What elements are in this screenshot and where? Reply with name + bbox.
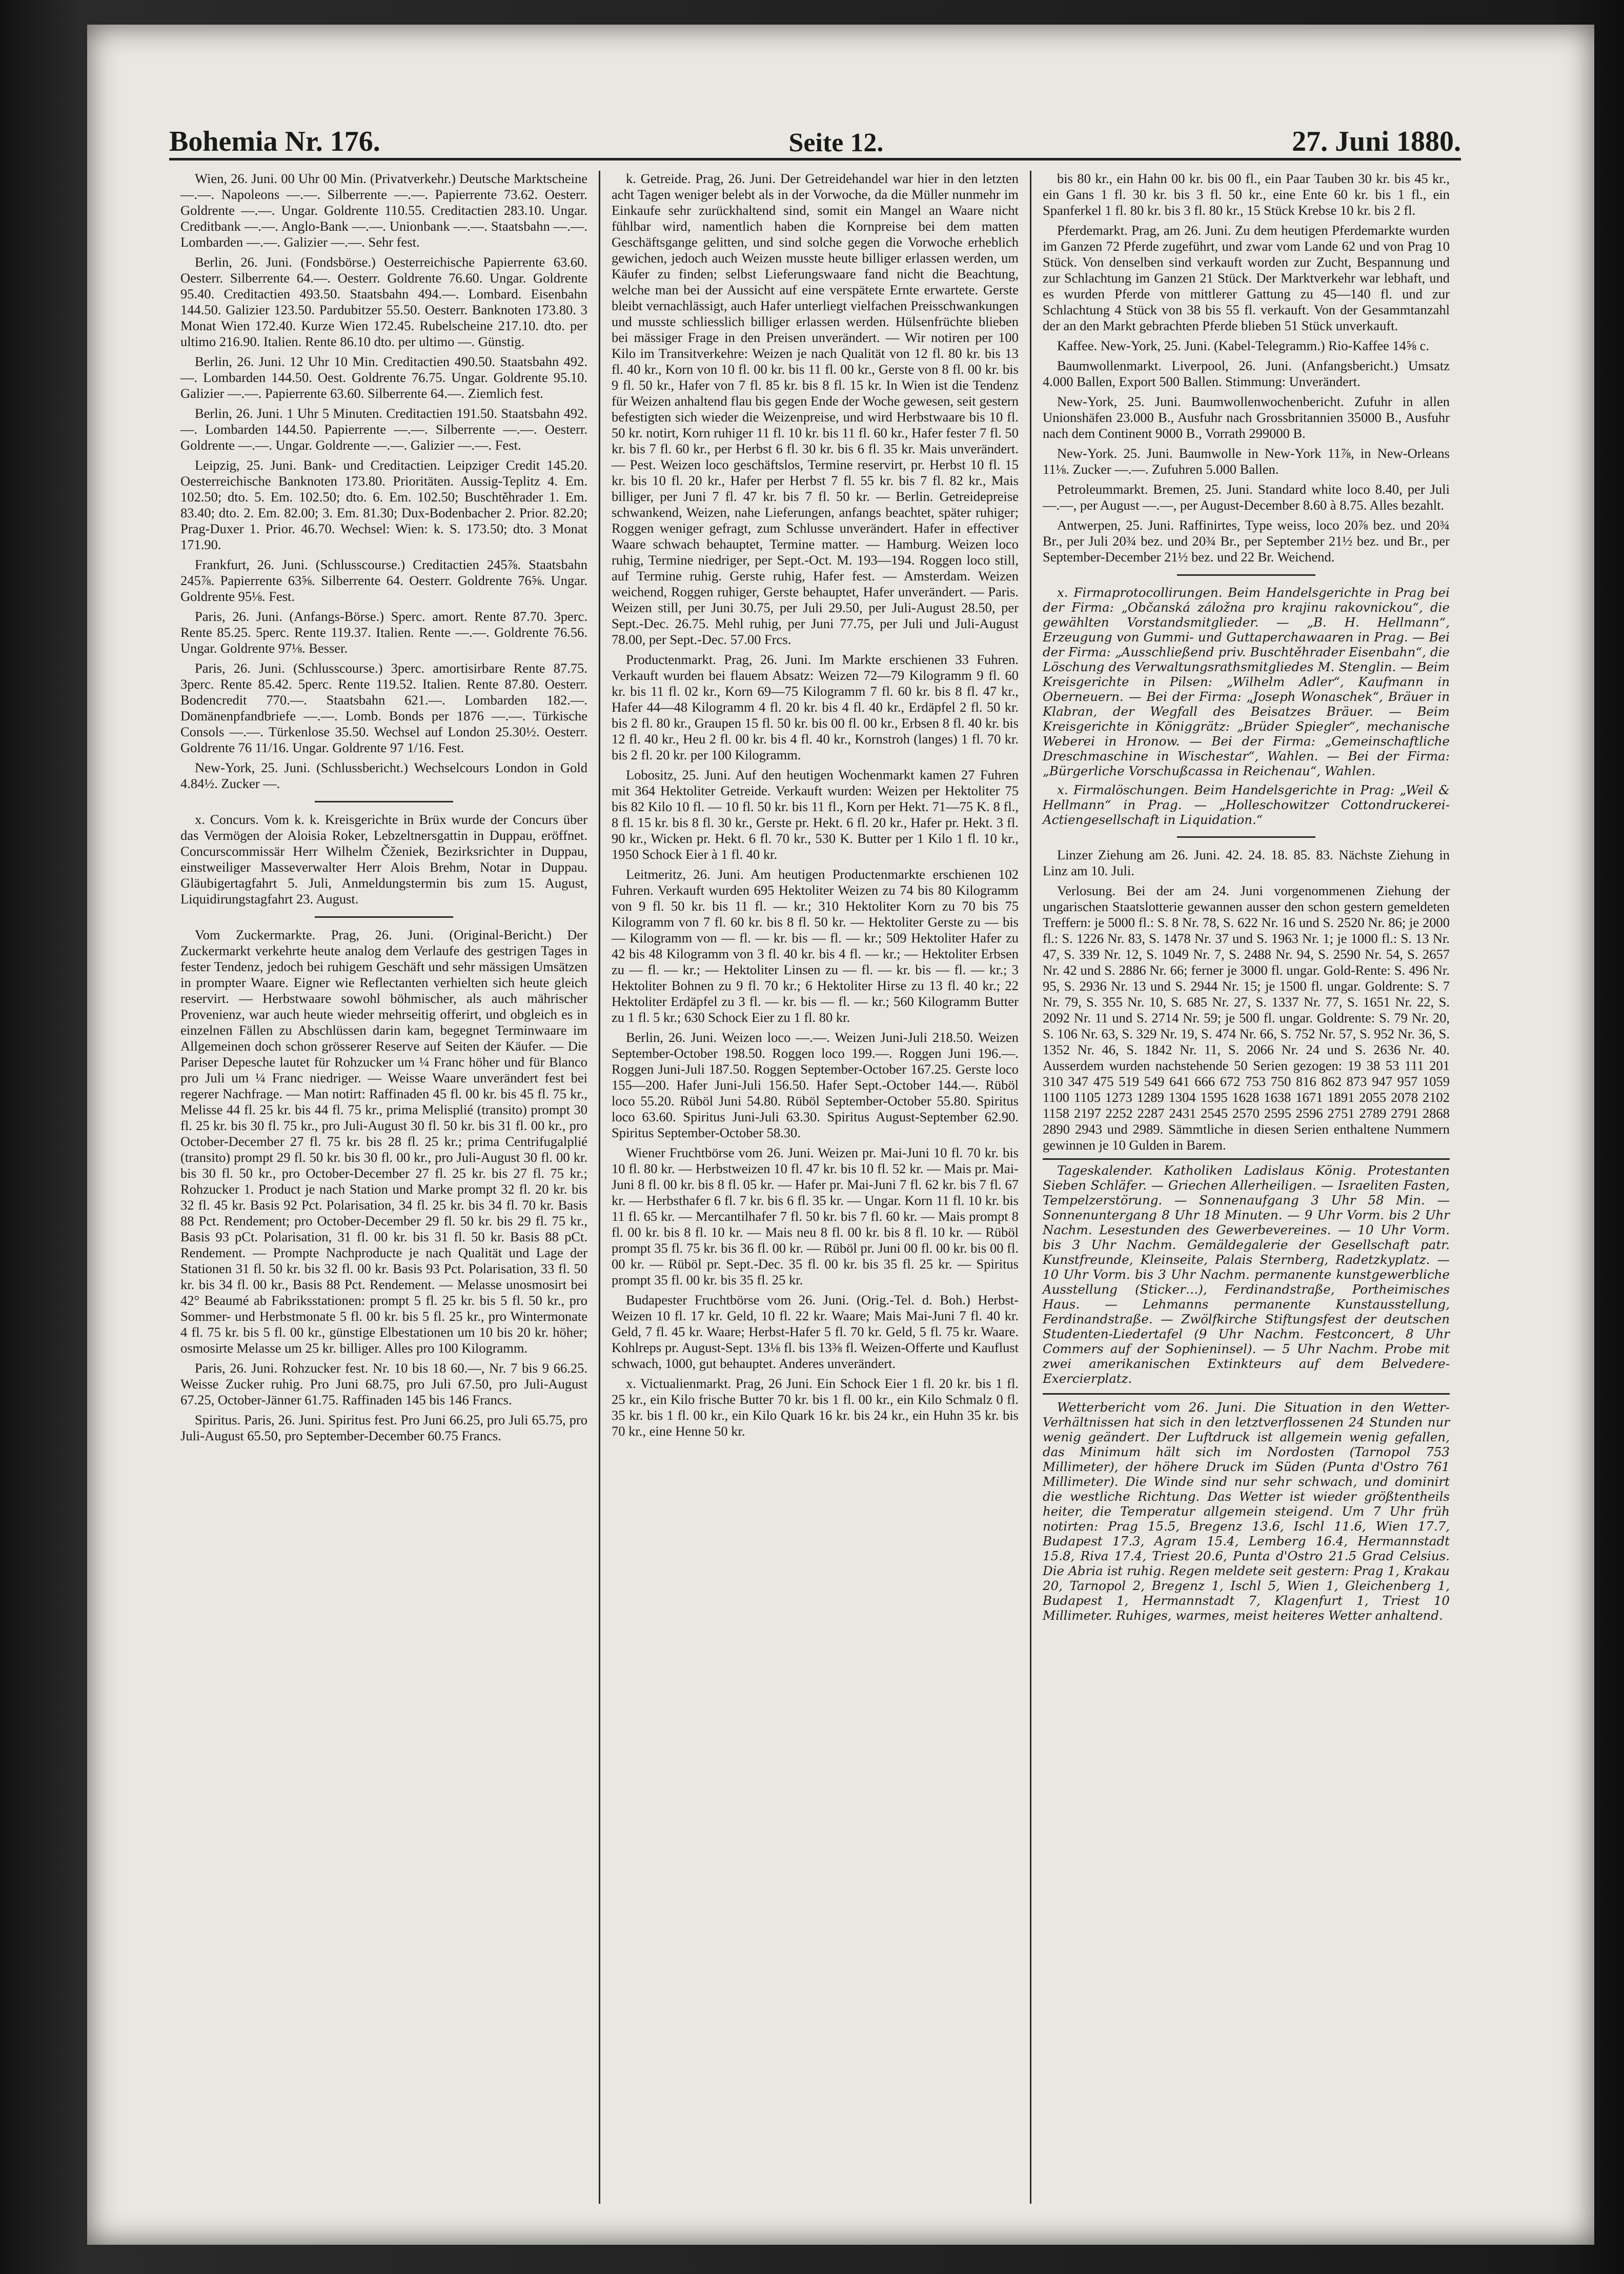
article-frankfurt: Frankfurt, 26. Juni. (Schlusscourse.) Creditactien 245⅞. Staatsbahn 245⅞. Papierrente 63⅝. Silberrente 64. Oesterr. Goldrente 76⅝. Ungar. Goldrente 95⅛. Fest. — [180, 557, 587, 604]
article-tageskalender: Tageskalender. Katholiken Ladislaus König. Protestanten Sieben Schläfer. — Griechen Allerheiligen. — Israeliten Fasten, Tempelzerstörung. — Sonnenaufgang 3 Uhr 58 Min. — Sonnenuntergang 8 Uhr 18 Minuten. — 9 Uhr Vorm. bis 2 Uhr Nachm. Lesestunden des Gewerbevereines. — 10 Uhr Vorm. bis 3 Uhr Nachm. Gemäldegalerie der Gesellschaft patr. Kunstfreunde, Kleinseite, Palais Sternberg, Radetzkyplatz. — 10 Uhr Vorm. bis 3 Uhr Nachm. permanente kunstgewerbliche Ausstellung (Sticker…), Ferdinandstraße, Portheimisches Haus. — Lehmanns permanente Kunstausstellung, Ferdinandstraße. — Zwölfkirche Stiftungsfest der deutschen Studenten-Liedertafel (9 Uhr Nachm. Festconcert, 8 Uhr Commers auf der Sophieninsel). — 5 Uhr Nachm. Probe mit zwei amerikanischen Extinkteurs auf dem Belvedere-Exercierplatz. — [1043, 1163, 1450, 1386]
article-paris-rohzucker: Paris, 26. Juni. Rohzucker fest. Nr. 10 bis 18 60.—, Nr. 7 bis 9 66.25. Weisse Zucker ruhig. Pro Juni 68.75, pro Juli 67.50, pro Juli-August 67.25, October-Jänner 61.75. Raffinaden 145 bis 146 Francs. — [180, 1360, 587, 1407]
article-new-york: New-York, 25. Juni. (Schlussbericht.) Wechselcours London in Gold 4.84½. Zucker —. — [180, 760, 587, 791]
article-petroleum-antwerpen: Antwerpen, 25. Juni. Raffinirtes, Type weiss, loco 20⅞ bez. und 20¾ Br., per Juli 20¾ bez. und 20¾ Br., per September 21½ bez. und Br., per September-December 21½ bez. und 22 Br. Weichend. — [1043, 517, 1450, 565]
article-firmaprotocollirungen: x. Firmaprotocollirungen. Beim Handelsgerichte in Prag bei der Firma: „Občanská záložna pro krajinu rakovnickou“, die gewählten Vorstandsmitglieder. — „B. H. Hellmann“, Erzeugung von Gummi- und Guttaperchawaaren in Prag. — Bei der Firma: „Ausschließend priv. Buschtěhrader Eisenbahn“, die Löschung des Verwaltungsrathsmitgliedes M. Stenglin. — Beim Kreisgerichte in Pilsen: „Wilhelm Adler“, Kaufmann in Oberneuern. — Bei der Firma: „Joseph Wonaschek“, Bräuer in Klabran, der Wegfall des Beisatzes Bräuer. — Beim Kreisgerichte in Königgrätz: „Brüder Spiegler“, mechanische Weberei in Hronow. — Bei der Firma: „Gemeinschaftliche Dreschmaschine in Wischestar“, Wahlen. — Bei der Firma: „Bürgerliche Vorschußcassa in Reichenau“, Wahlen. — [1043, 585, 1450, 778]
firm-notices — [1043, 585, 1450, 827]
tageskalender-box — [1043, 1158, 1450, 1395]
wetterbericht-box — [1043, 1400, 1450, 1623]
article-zuckermarkt: Vom Zuckermarkte. Prag, 26. Juni. (Original-Bericht.) Der Zuckermarkt verkehrte heute analog dem Verlaufe des gestrigen Tages in fester Tendenz, jedoch bei ruhigem Geschäft und sehr mässigen Umsätzen in prompter Waare. Eigner wie Reflectanten verhielten sich heute gleich reservirt. — Herbstwaare sowohl böhmischer, als auch mährischer Provenienz, war auch heute wieder mehrseitig offerirt, und obgleich es in einzelnen Fällen zu Abschlüssen darin kam, begegnet Terminwaare im Allgemeinen doch schon grösserer Reserve auf Seiten der Käufer. — Die Pariser Depesche lautet für Rohzucker um ¼ Franc höher und für Blanco pro Juli um ¼ Franc niedriger. — Weisse Waare unverändert fest bei regerer Nachfrage. — Man notirt: Raffinaden 45 fl. 00 kr. bis 45 fl. 75 kr., Melisse 44 fl. 25 kr. bis 44 fl. 75 kr., prima Melisplié (transito) prompt 30 fl. 25 kr. bis 30 fl. 75 kr., pro Juli-August 30 fl. 50 kr. bis 31 fl. 00 kr., pro October-December 27 fl. 75 kr. bis 28 fl. 25 kr.; prima Centrifugalplié (transito) prompt 29 fl. 50 kr. bis 30 fl. 00 kr., pro Juli-August 30 fl. 00 kr. bis 30 fl. 50 kr., pro October-December 27 fl. 25 kr. bis 27 fl. 75 kr.; Rohzucker 1. Product je nach Station und Marke prompt 32 fl. 20 kr. bis 32 fl. 45 kr. Basis 92 Pct. Polarisation, 34 fl. 25 kr. bis 34 fl. 70 kr. Basis 88 Pct. Rendement; pro October-December 29 fl. 50 kr. bis 29 fl. 75 kr., Basis 93 pCt. Polarisation, 31 fl. 00 kr. bis 31 fl. 50 kr. Basis 88 pCt. Rendement. — Prompte Nachproducte je nach Qualität und Lage der Stationen 31 fl. 50 kr. bis 32 fl. 00 kr. Basis 93 Pct. Polarisation, 33 fl. 50 kr. bis 34 fl. 00 kr., Basis 88 Pct. Rendement. — Melasse unosmosirt bei 42° Beaumé ab Fabriksstationen: prompt 5 fl. 25 kr. bis 5 fl. 50 kr., pro Sommer- und Herbstmonate 5 fl. 00 kr. bis 5 fl. 25 kr., pro Wintermonate 4 fl. 75 kr. bis 5 fl. 00 kr., günstige Elbestationen um 10 bis 20 kr. höher; osmosirte Melasse um 25 kr. billiger. Alles pro 100 Kilogramm. — [180, 927, 587, 1356]
section-divider — [1177, 836, 1315, 838]
section-divider — [315, 801, 453, 802]
article-berlin-getreide: Berlin, 26. Juni. Weizen loco —.—. Weizen Juni-Juli 218.50. Weizen September-October 198.50. Roggen loco 199.—. Roggen Juni 196.—. Roggen Juni-Juli 187.50. Roggen September-October 167.25. Gerste loco 155—200. Hafer Juni-Juli 156.50. Hafer Sept.-October 144.—. Rüböl loco 55.20. Rüböl Juni 54.80. Rüböl September-October 55.80. Spiritus loco 63.60. Spiritus Juni-Juli 63.30. Spiritus August-September 62.90. Spiritus September-October 58.30. — [612, 1030, 1019, 1140]
article-leitmeritz: Leitmeritz, 26. Juni. Am heutigen Productenmarkte erschienen 102 Fuhren. Verkauft wurden 695 Hektoliter Weizen zu 74 bis 80 Kilogramm von 9 fl. 50 kr. bis 11 fl. — kr.; 310 Hektoliter Korn zu 70 bis 75 Kilogramm von 7 fl. 60 kr. bis 8 fl. 50 kr. — Hektoliter Gerste zu — bis — Kilogramm von — fl. — kr. bis — fl. — kr.; 509 Hektoliter Hafer zu 42 bis 48 Kilogramm von 3 fl. 40 kr. bis 4 fl. — kr.; — Hektoliter Erbsen zu — fl. — kr.; — Hektoliter Linsen zu — fl. — kr. bis — fl. — kr.; 3 Hektoliter Bohnen zu 9 fl. 70 kr.; 6 Hektoliter Hirse zu 13 fl. 40 kr.; 22 Hektoliter Erdäpfel zu 3 fl. — kr. bis — fl. — kr.; 560 Kilogramm Butter zu 1 fl. 5 kr.; 630 Schock Eier zu 1 fl. 80 kr. — [612, 867, 1019, 1025]
article-berlin-105: Berlin, 26. Juni. 1 Uhr 5 Minuten. Creditactien 191.50. Staatsbahn 492.—. Lombarden 144.50. Papierrente —.—. Silberrente —.—. Oesterr. Goldrente —.—. Ungar. Goldrente —.—. Galizier —.—. Fest. — [180, 406, 587, 453]
section-divider — [1177, 574, 1315, 576]
article-baumwolle-newyork: New-York, 25. Juni. Baumwollenwochenbericht. Zufuhr in allen Unionshäfen 23.000 B., Ausfuhr nach Grossbritannien 35000 B., Ausfuhr nach dem Continent 9000 B., Vorrath 299000 B. — [1043, 394, 1450, 441]
column-3 — [1030, 171, 1461, 2204]
article-petroleum-bremen: Petroleummarkt. Bremen, 25. Juni. Standard white loco 8.40, per Juli —.—, per August —.—, per August-December 8.60 à 8.75. Alles bezahlt. — [1043, 481, 1450, 513]
article-concurs: x. Concurs. Vom k. k. Kreisgerichte in Brüx wurde der Concurs über das Vermögen der Aloisia Roker, Lebzeltnersgattin in Duppau, eröffnet. Concurscommissär Herr Wilhelm Čženiek, Bezirksrichter in Duppau, einstweiliger Masseverwalter Herr Alois Brehm, Notar in Duppau. Gläubigertagfahrt 5. Juli, Anmeldungstermin bis zum 15. August, Liquidirungstagfahrt 23. August. — [180, 812, 587, 907]
article-getreide: k. Getreide. Prag, 26. Juni. Der Getreidehandel war hier in den letzten acht Tagen weniger belebt als in der Vorwoche, da die Müller nunmehr im Einkaufe sehr zurückhaltend sind, somit ein Mangel an Waare nicht fühlbar wird, namentlich haben die Kornpreise bei dem matten Geschäftsgange gelitten, und sind solche gegen die Vorwoche erheblich gewichen, jedoch auch Weizen musste heute billiger erlassen werden, um Käufer zu finden; selbst Lieferungswaare fand nicht die Beachtung, welche man bei der Aussicht auf eine verspätete Ernte erwartete. Gerste bleibt vernachlässigt, auch Hafer unterliegt vielfachen Preisschwankungen und musste schliesslich billiger erlassen werden. Hülsenfrüchte blieben bei mässiger Frage in den Preisen unverändert. — Wir notiren per 100 Kilo im Transitverkehre: Weizen je nach Qualität von 12 fl. 80 kr. bis 13 fl. 40 kr., Korn von 10 fl. 00 kr. bis 11 fl. 00 kr., Gerste von 8 fl. 00 kr. bis 9 fl. 50 kr., Hafer von 7 fl. 85 kr. bis 8 fl. 15 kr. In Wien ist die Tendenz für Weizen anhaltend flau bis gegen Ende der Woche gewesen, seit gestern befestigten sich wieder die Weizenpreise, und wird Herbstwaare bis 10 fl. 50 kr. notirt, Korn ruhiger 11 fl. 10 kr. bis 11 fl. 60 kr., Hafer fester 7 fl. 50 kr. bis 7 fl. 60 kr., per Herbst 6 fl. 30 kr. bis 6 fl. 35 kr. Mais unverändert. — Pest. Weizen loco geschäftslos, Termine reservirt, pr. Herbst 10 fl. 15 kr. bis 10 fl. 20 kr., Hafer per Herbst 7 fl. 55 kr. bis 7 fl. 82 kr., Mais billiger, per Juni 7 fl. 47 kr. bis 7 fl. 50 kr. — Berlin. Getreidepreise schwankend, Weizen, nahe Lieferungen, anfangs beachtet, später ruhiger; Roggen weniger gefragt, zum Schlusse unverändert. Hafer in effectiver Waare schwach behauptet, Termine matter. — Hamburg. Weizen loco ruhig, Termine niedriger, per Sept.-Oct. M. 193—194. Roggen loco still, auf Termine ruhig. Gerste ruhig, Hafer fest. — Amsterdam. Weizen weichend, Roggen ruhiger, Gerste behauptet, Hafer unverändert. — Paris. Weizen still, per Juni 30.75, per Juli 29.50, per Juli-August 28.50, per Sept.-Dec. 26.75. Mehl ruhig, per Juni 77.75, per Juli und Juli-August 78.00, per Sept.-Dec. 57.00 Frcs. — [612, 171, 1019, 647]
article-baumwolle-newyork-2: New-York. 25. Juni. Baumwolle in New-York 11⅞, in New-Orleans 11⅛. Zucker —.—. Zufuhren 5.000 Ballen. — [1043, 446, 1450, 477]
article-firmaloeschungen: x. Firmalöschungen. Beim Handelsgerichte in Prag: „Weil & Hellmann“ in Prag. — „Holleschowitzer Cottondruckerei-Actiengesellschaft in Liquidation.“ — [1043, 782, 1450, 827]
article-verlosung: Verlosung. Bei der am 24. Juni vorgenommenen Ziehung der ungarischen Staatslotterie gewannen ausser den schon gestern gemeldeten Treffern: je 5000 fl.: S. 8 Nr. 78, S. 622 Nr. 16 und S. 2520 Nr. 86; je 2000 fl.: S. 1226 Nr. 83, S. 1478 Nr. 37 und S. 1963 Nr. 1; je 1000 fl.: S. 13 Nr. 47, S. 339 Nr. 12, S. 1049 Nr. 7, S. 2488 Nr. 94, S. 2590 Nr. 54, S. 2657 Nr. 42 und S. 2886 Nr. 66; ferner je 3000 fl. ungar. Gold-Rente: S. 496 Nr. 95, S. 2936 Nr. 13 und S. 2944 Nr. 15; je 1500 fl. ungar. Goldrente: S. 7 Nr. 79, S. 355 Nr. 10, S. 685 Nr. 27, S. 1337 Nr. 77, S. 1651 Nr. 22, S. 2092 Nr. 11 und S. 2714 Nr. 59; je 500 fl. ungar. Goldrente: S. 79 Nr. 20, S. 106 Nr. 63, S. 329 Nr. 19, S. 474 Nr. 66, S. 752 Nr. 57, S. 952 Nr. 36, S. 1352 Nr. 46, S. 1842 Nr. 11, S. 2066 Nr. 24 und S. 2636 Nr. 40. Ausserdem wurden nachstehende 50 Serien gezogen: 19 38 53 111 201 310 347 475 519 549 641 666 672 753 750 816 862 873 947 957 1059 1100 1105 1273 1289 1304 1595 1628 1638 1671 1891 2055 2078 2102 1158 2197 2252 2287 2431 2545 2570 2595 2596 2751 2789 2791 2868 2890 2943 und 2989. Sämmtliche in diesen Serien enthaltene Nummern gewinnen je 10 Gulden in Barem. — [1043, 883, 1450, 1153]
article-wetterbericht: Wetterbericht vom 26. Juni. Die Situation in den Wetter-Verhältnissen hat sich in den letztverflossenen 24 Stunden nur wenig geändert. Der Luftdruck ist allgemein wenig gefallen, das Minimum hält sich im Nordosten (Tarnopol 753 Millimeter), der höhere Druck im Süden (Punta d'Ostro 761 Millimeter). Die Winde sind nur sehr schwach, und dominirt die westliche Richtung. Das Wetter ist wieder größtentheils heiter, die Temperatur allgemein steigend. Um 7 Uhr früh notirten: Prag 15.5, Bregenz 13.6, Ischl 11.6, Wien 17.7, Budapest 17.3, Agram 15.4, Lemberg 16.4, Hermannstadt 15.8, Riva 17.4, Triest 20.6, Punta d'Ostro 21.5 Grad Celsius. Die Abria ist ruhig. Regen meldete seit gestern: Prag 1, Krakau 20, Tarnopol 2, Bregenz 1, Ischl 5, Wien 1, Gleichenberg 1, Budapest 1, Hermannstadt 7, Klagenfurt 1, Triest 10 Millimeter. Ruhiges, warmes, meist heiteres Wetter anhaltend. — [1043, 1400, 1450, 1623]
masthead-page: Seite 12. — [788, 128, 884, 157]
masthead-issue: Bohemia Nr. 176. — [169, 126, 380, 157]
article-paris-schluss: Paris, 26. Juni. (Schlusscourse.) 3perc. amortisirbare Rente 87.75. 3perc. Rente 85.42. 5perc. Rente 119.52. Italien. Rente 87.80. Oesterr. Bodencredit 770.—. Staatsbahn 621.—. Lombarden 182.—. Domänenpfandbriefe —.—. Lomb. Bonds per 1876 —.—. Türkische Consols —.—. Türkenlose 35.50. Wechsel auf London 25.30½. Oesterr. Goldrente 76 11/16. Ungar. Goldrente 97 1/16. Fest. — [180, 660, 587, 755]
article-berlin-1210: Berlin, 26. Juni. 12 Uhr 10 Min. Creditactien 490.50. Staatsbahn 492.—. Lombarden 144.50. Oest. Goldrente 76.75. Ungar. Goldrente 95.10. Galizier —.—. Papierrente 63.60. Silberrente 64.—. Ziemlich fest. — [180, 354, 587, 401]
article-wiener-fruchtboerse: Wiener Fruchtbörse vom 26. Juni. Weizen pr. Mai-Juni 10 fl. 70 kr. bis 10 fl. 80 kr. — Herbstweizen 10 fl. 47 kr. bis 10 fl. 52 kr. — Mais pr. Mai-Juni 8 fl. 00 kr. bis 8 fl. 05 kr. — Hafer pr. Mai-Juni 7 fl. 62 kr. bis 7 fl. 67 kr. — Herbsthafer 6 fl. 7 kr. bis 6 fl. 35 kr. — Ungar. Korn 11 fl. 10 kr. bis 11 fl. 65 kr. — Mercantilhafer 7 fl. 50 kr. bis 7 fl. 60 kr. — Mais prompt 8 fl. 00 kr. bis 8 fl. 10 kr. — Mais neu 8 fl. 00 kr. bis 8 fl. 10 kr. — Rüböl prompt 35 fl. 75 kr. bis 36 fl. 00 kr. — Rüböl pr. Juni 00 fl. 00 kr. bis 00 fl. 00 kr. — Rüböl pr. Sept.-Dec. 35 fl. 00 kr. bis 35 fl. 25 kr. — Spiritus prompt 35 fl. 00 kr. bis 35 fl. 25 kr. — [612, 1145, 1019, 1287]
article-paris-anfang: Paris, 26. Juni. (Anfangs-Börse.) Sperc. amort. Rente 87.70. 3perc. Rente 85.25. 5perc. Rente 119.37. Italien. Rente —.—. Goldrente 76.56. Ungar. Goldrente 97⅛. Besser. — [180, 609, 587, 656]
masthead-date: 27. Juni 1880. — [1292, 126, 1461, 157]
text-columns — [169, 171, 1461, 2204]
article-lobositz: Lobositz, 25. Juni. Auf den heutigen Wochenmarkt kamen 27 Fuhren mit 364 Hektoliter Getreide. Verkauft wurden: Weizen per Hektoliter 75 bis 82 Kilo 10 fl. — 10 fl. 50 kr. bis 11 fl., Korn per Hekt. 71—75 K. 8 fl., 8 fl. 15 kr. bis 8 fl. 30 kr., Gerste pr. Hekt. 6 fl. 20 kr., Hafer pr. Hekt. 3 fl. 90 kr., Wicken pr. Hekt. 6 fl. 70 kr., 530 K. Butter per 1 Kilo 1 fl. 10 kr., 1950 Schock Eier à 1 fl. 40 kr. — [612, 767, 1019, 862]
article-wien: Wien, 26. Juni. 00 Uhr 00 Min. (Privatverkehr.) Deutsche Marktscheine —.—. Napoleons —.—. Silberrente —.—. Papierrente 73.62. Oesterr. Goldrente —.—. Ungar. Goldrente 110.55. Creditactien 283.10. Ungar. Creditbank —.—. Anglo-Bank —.—. Unionbank —.—. Staatsbahn —.—. Lombarden —.—. Galizier —.—. Sehr fest. — [180, 171, 587, 250]
newspaper-page — [87, 25, 1594, 2245]
column-1 — [169, 171, 599, 2204]
article-leipzig: Leipzig, 25. Juni. Bank- und Creditactien. Leipziger Credit 145.20. Oesterreichische Banknoten 173.80. Prioritäten. Aussig-Teplitz 4. Em. 102.50; dto. 5. Em. 102.50; dto. 6. Em. 102.50; Buschtěhrader 1. Em. 83.40; dto. 2. Em. 82.00; 3. Em. 81.30; Dux-Bodenbacher 2. Prior. 82.20; Prag-Duxer 1. Prior. 46.70. Wechsel: Wien: k. S. 173.50; dto. 3 Monat 171.90. — [180, 457, 587, 552]
column-2 — [599, 171, 1030, 2204]
article-spiritus: Spiritus. Paris, 26. Juni. Spiritus fest. Pro Juni 66.25, pro Juli 65.75, pro Juli-August 65.50, pro September-December 60.75 Francs. — [180, 1412, 587, 1443]
article-productenmarkt: Productenmarkt. Prag, 26. Juni. Im Markte erschienen 33 Fuhren. Verkauft wurden bei flauem Absatz: Weizen 72—79 Kilogramm 9 fl. 60 kr. bis 11 fl. 02 kr., Korn 69—75 Kilogramm 7 fl. 60 kr. bis 8 fl. 47 kr., Hafer 44—48 Kilogramm 4 fl. 20 kr. bis 4 fl. 40 kr., Erdäpfel 2 fl. 50 kr. bis 2 fl. 80 kr., Graupen 15 fl. 50 kr. bis 00 fl. 00 kr., Erbsen 8 fl. 40 kr. bis 12 fl. 40 kr., Heu 2 fl. 00 kr. bis 4 fl. 40 kr., Kornstroh (langes) 1 fl. 70 kr. bis 2 fl. 20 kr. per 100 Kilogramm. — [612, 652, 1019, 762]
article-pferdemarkt: Pferdemarkt. Prag, am 26. Juni. Zu dem heutigen Pferdemarkte wurden im Ganzen 72 Pferde zugeführt, und zwar vom Lande 62 und von Prag 10 Stück. Von denselben sind verkauft worden zur Zucht, Bespannung und zur Schlachtung im Ganzen 21 Stück. Der Marktverkehr war lebhaft, und es wurden Pferde von mittlerer Gattung zu 45—140 fl. und zur Schlachtung 4 Stück von 38 bis 55 fl. verkauft. Von der Gesammtanzahl der an den Markt gebrachten Pferde blieben 51 Stück unverkauft. — [1043, 223, 1450, 333]
article-victualienmarkt: x. Victualienmarkt. Prag, 26 Juni. Ein Schock Eier 1 fl. 20 kr. bis 1 fl. 25 kr., ein Kilo frische Butter 70 kr. bis 1 fl. 00 kr., ein Kilo Schmalz 0 fl. 35 kr. bis 1 fl. 00 kr., ein Kilo Quark 16 kr. bis 24 kr., ein Huhn 35 kr. bis 70 kr., eine Henne 50 kr. — [612, 1376, 1019, 1439]
section-divider — [315, 916, 453, 918]
article-berlin-fondsboerse: Berlin, 26. Juni. (Fondsbörse.) Oesterreichische Papierrente 63.60. Oesterr. Silberrente 64.—. Oesterr. Goldrente 76.60. Ungar. Goldrente 95.40. Creditactien 493.50. Staatsbahn 494.—. Lombard. Eisenbahn 144.50. Galizier 123.50. Pardubitzer 55.50. Oesterr. Banknoten 173.80. 3 Monat Wien 172.40. Kurze Wien 172.45. Rubelscheine 217.10. dto. per ultimo 216.90. Italien. Rente 86.10 dto. per ultimo —. Günstig. — [180, 254, 587, 349]
article-victualien-cont: bis 80 kr., ein Hahn 00 kr. bis 00 fl., ein Paar Tauben 30 kr. bis 45 kr., ein Gans 1 fl. 30 kr. bis 3 fl. 50 kr., eine Ente 60 kr. bis 1 fl., ein Spanferkel 1 fl. 80 kr. bis 3 fl. 80 kr., 15 Stück Krebse 10 kr. bis 2 fl. — [1043, 171, 1450, 218]
masthead — [169, 96, 1461, 160]
article-baumwolle-liverpool: Baumwollenmarkt. Liverpool, 26. Juni. (Anfangsbericht.) Umsatz 4.000 Ballen, Export 500 Ballen. Stimmung: Unverändert. — [1043, 358, 1450, 389]
article-kaffee: Kaffee. New-York, 25. Juni. (Kabel-Telegramm.) Rio-Kaffee 14⅝ c. — [1057, 338, 1429, 353]
article-linzer-ziehung: Linzer Ziehung am 26. Juni. 42. 24. 18. 85. 83. Nächste Ziehung in Linz am 10. Juli. — [1043, 847, 1450, 878]
article-budapester-fruchtboerse: Budapester Fruchtbörse vom 26. Juni. (Orig.-Tel. d. Boh.) Herbst-Weizen 10 fl. 17 kr. Geld, 10 fl. 22 kr. Waare; Mais Mai-Juni 7 fl. 40 kr. Geld, 7 fl. 45 kr. Waare; Herbst-Hafer 5 fl. 70 kr. Geld, 5 fl. 75 kr. Waare. Kohlreps pr. August-Sept. 13⅛ fl. bis 13⅜ fl. Weizen-Offerte und Kauflust schwach, 1000, gut behauptet. Anderes unverändert. — [612, 1292, 1019, 1371]
